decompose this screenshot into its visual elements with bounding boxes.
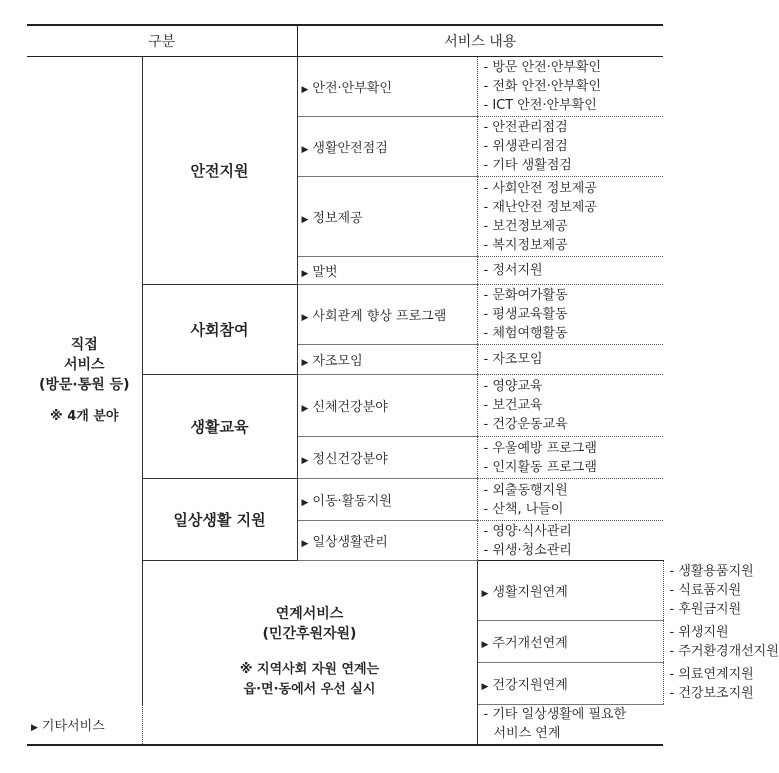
- direct-note: ※ 4개 분야: [50, 408, 119, 424]
- header-category: 구분: [27, 25, 297, 57]
- service-item: ▶ 이동·활동지원: [297, 479, 477, 521]
- linked-service-category: [142, 561, 477, 745]
- triangle-bullet-icon: ▶: [481, 682, 489, 692]
- table-row: ▶ 주거개선연계 - 위생지원 - 주거환경개선지원: [27, 621, 663, 663]
- service-item: ▶ 자조모임: [297, 345, 477, 375]
- triangle-bullet-icon: ▶: [301, 269, 309, 279]
- field-safety: 안전지원: [142, 57, 297, 285]
- field-social: 사회참여: [142, 285, 297, 375]
- triangle-bullet-icon: ▶: [31, 722, 38, 733]
- service-item: ▶ 주거개선연계: [477, 621, 663, 663]
- triangle-bullet-icon: ▶: [301, 85, 309, 95]
- table-row: 연계서비스 (민간후원자원) ※ 지역사회 자원 연계는 읍·면·동에서 우선 실시 ▶ 생활지원연계 - 생활용품지원 - 식료품지원 - 후원금지원: [27, 561, 663, 621]
- service-detail: - 영양·식사관리 - 위생·청소관리: [477, 521, 663, 561]
- service-table: [27, 24, 779, 746]
- triangle-bullet-icon: ▶: [481, 589, 489, 599]
- linked-note: ※ 지역사회 자원 연계는 읍·면·동에서 우선 실시: [239, 662, 380, 698]
- linked-title-line: (민간후원자원): [262, 626, 357, 643]
- service-detail: - 문화여가활동 - 평생교육활동 - 체험여행활동: [477, 285, 663, 345]
- service-item: ▶ 정신건강분야: [297, 437, 477, 479]
- triangle-bullet-icon: ▶: [301, 539, 309, 549]
- header-service-content: 서비스 내용: [297, 25, 663, 57]
- triangle-bullet-icon: ▶: [301, 145, 309, 155]
- triangle-bullet-icon: ▶: [481, 640, 489, 650]
- field-education: 생활교육: [142, 375, 297, 479]
- service-detail: - 기타 일상생활에 필요한 서비스 연계: [477, 705, 663, 745]
- service-item: ▶ 생활안전점검: [297, 117, 477, 177]
- service-item: ▶ 안전·안부확인: [297, 57, 477, 117]
- direct-title-line: (방문·통원 등): [38, 376, 130, 393]
- direct-service-category: [27, 57, 142, 705]
- triangle-bullet-icon: ▶: [301, 404, 309, 414]
- service-item: ▶ 정보제공: [297, 177, 477, 257]
- triangle-bullet-icon: ▶: [301, 313, 309, 323]
- service-detail: - 외출동행지원 - 산책, 나들이: [477, 479, 663, 521]
- field-daily-living: 일상생활 지원: [142, 479, 297, 561]
- triangle-bullet-icon: ▶: [301, 456, 309, 466]
- triangle-bullet-icon: ▶: [301, 215, 309, 225]
- table-header-row: [27, 25, 663, 57]
- service-detail: - 자조모임: [477, 345, 663, 375]
- service-detail: - 사회안전 정보제공 - 재난안전 정보제공 - 보건정보제공 - 복지정보제공: [477, 177, 663, 257]
- service-item: ▶ 생활지원연계: [477, 561, 663, 621]
- linked-title-line: 연계서비스: [275, 606, 344, 623]
- service-detail: - 방문 안전·안부확인 - 전화 안전·안부확인 - ICT 안전·안부확인: [477, 57, 663, 117]
- table-row: ▶ 건강지원연계 - 의료연계지원 - 건강보조지원: [27, 663, 663, 705]
- triangle-bullet-icon: ▶: [301, 498, 309, 508]
- service-item: ▶ 신체건강분야: [297, 375, 477, 437]
- direct-title-line: 직접: [70, 336, 98, 353]
- service-item: ▶ 기타서비스: [27, 705, 142, 745]
- service-item: ▶ 건강지원연계: [477, 663, 663, 705]
- service-detail: - 우울예방 프로그램 - 인지활동 프로그램: [477, 437, 663, 479]
- service-detail: - 안전관리점검 - 위생관리점검 - 기타 생활점검: [477, 117, 663, 177]
- table-row: [27, 57, 663, 117]
- service-item: ▶ 말벗: [297, 257, 477, 285]
- direct-title-line: 서비스: [63, 356, 105, 373]
- service-detail: - 정서지원: [477, 257, 663, 285]
- service-item: ▶ 일상생활관리: [297, 521, 477, 561]
- service-detail: - 영양교육 - 보건교육 - 건강운동교육: [477, 375, 663, 437]
- triangle-bullet-icon: ▶: [301, 358, 309, 368]
- service-item: ▶ 사회관계 향상 프로그램: [297, 285, 477, 345]
